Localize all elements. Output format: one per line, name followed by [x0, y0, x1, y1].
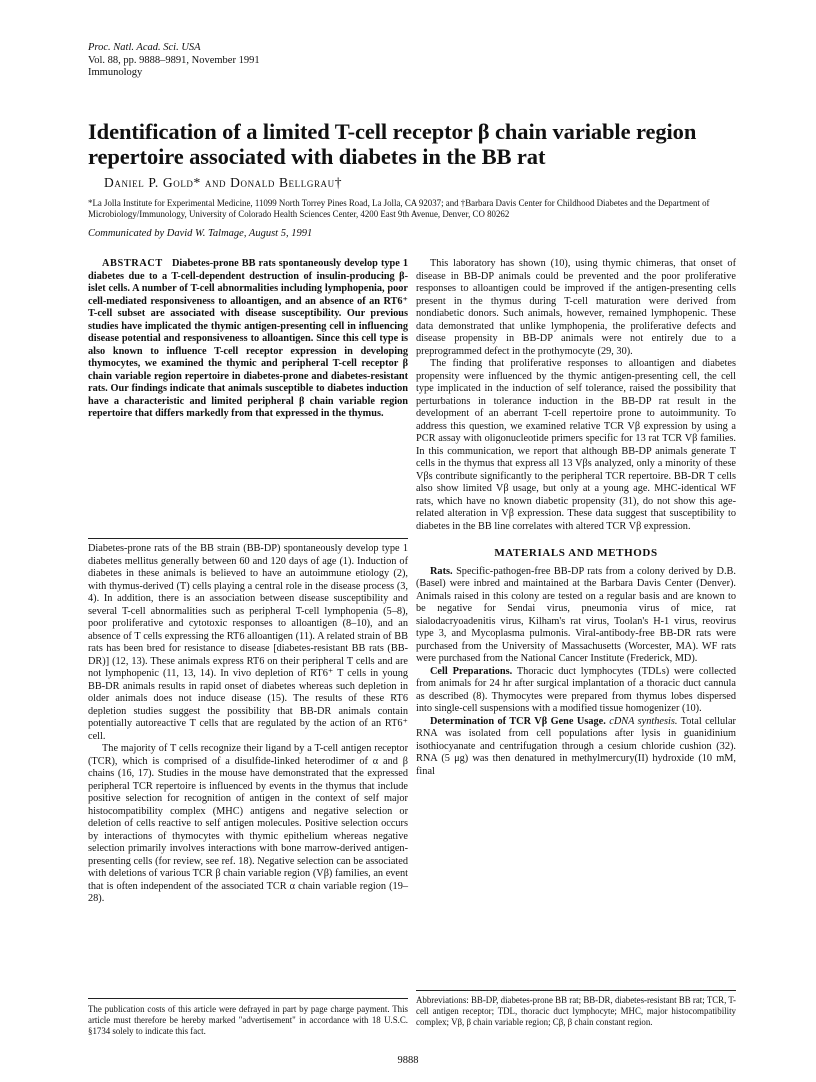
- abstract-block: [88, 258, 408, 421]
- paper-title: Identification of a limited T-cell receptor β chain variable region repertoire associated with diabetes in the BB rat: [88, 119, 697, 169]
- methods-cells: [416, 666, 736, 716]
- abstract-text: Diabetes-prone BB rats spontaneously develop type 1 diabetes due to a T-cell-dependent destruction of insulin-producing β-islet cells. A number of T-cell abnormalities including lymphopenia, poor cell-mediated responsiveness to alloantigen, and an absence of an RT6⁺ T-cell subset are associated with disease susceptibility. Our previous studies have implicated the thymic antigen-presenting cell in influencing disease potential and responsiveness to alloantigen. Since this cell type is also known to influence T-cell receptor expression in developing thymocytes, we examined the thymic and peripheral T-cell receptor β chain variable region repertoire in diabetes-prone and diabetes-resistant rats. Our findings indicate that animals susceptible to diabetes induction have a characteristic and limited peripheral β chain variable region repertoire that differs markedly from that expressed in the thymus.: [88, 258, 408, 419]
- rats-text: Specific-pathogen-free BB-DP rats from a colony derived by D.B. (Basel) were inbred and maintained at the Barbara Davis Center (Denver). Animals raised in this colony are tested on a regular basis and are known to be negative for Sendai virus, pneumonia virus of mice, rat sialodacryoadenitis virus, Kilham's rat virus, Toolan's H-1 virus, reovirus type 3, and Mycoplasma pulmonis. Viral-antibody-free BB-DR rats were purchased from the University of Massachusetts (Worcester, MA). WF rats were purchased from the National Cancer Institute (Frederick, MD).: [416, 565, 736, 664]
- body-paragraph: This laboratory has shown (10), using thymic chimeras, that onset of disease in BB-DP animals could be prevented and the poor proliferative responses to alloantigen could be improved if the antigen-presenting cells present in the thymus during T-cell maturation were derived from nondiabetic donors. Such animals, however, remained lymphopenic. These data demonstrated that unlike lymphopenia, the proliferative defects and disease propensity in BB-DP animals were not entirely due to a preprogrammed defect in the prothymocyte (29, 30).: [416, 258, 736, 357]
- abbreviations-divider: [416, 990, 736, 991]
- journal-header: [88, 42, 260, 80]
- methods-determination: [416, 716, 736, 779]
- left-body: [88, 543, 408, 906]
- footnote-divider: [88, 998, 408, 999]
- abstract-label: ABSTRACT: [102, 258, 163, 269]
- page-number: 9888: [397, 1055, 419, 1066]
- cost-footnote: The publication costs of this article were defrayed in part by page charge payment. This article must therefore be hereby marked "advertisement" in accordance with 18 U.S.C. §1734 solely to indicate this fact.: [88, 1004, 408, 1036]
- cell-label: Cell Preparations.: [430, 665, 513, 677]
- body-paragraph: The finding that proliferative responses to alloantigen and diabetes propensity were influenced by the thymic antigen-presenting cell, the cell type implicated in the induction of self tolerance, raised the possibility that perturbations in tolerance induction in the BB-DP rat result in the development of an aberrant T-cell repertoire prone to autoimmunity. To address this question, we examined relative TCR Vβ expression by using a PCR assay with oligonucleotide primers specific for 13 rat TCR Vβ families. In this communication, we report that although BB-DP animals generate T cells in the thymus that express all 13 Vβs analyzed, only a minority of these Vβs contribute significantly to the peripheral TCR repertoire. BB-DR T cells also show limited Vβ usage, but only at a young age. MHC-identical WF rats, which have no known diabetic propensity (31), do not show this age-related alteration in Vβ expression. These data suggest that susceptibility to diabetes in the BB line correlates with altered TCR Vβ expression.: [416, 358, 736, 532]
- journal-section: Immunology: [88, 67, 143, 78]
- abstract-divider: [88, 538, 408, 539]
- det-label: Determination of TCR Vβ Gene Usage.: [430, 715, 606, 727]
- journal-name: Proc. Natl. Acad. Sci. USA: [88, 42, 201, 53]
- methods-rats: [416, 566, 736, 666]
- body-paragraph: Diabetes-prone rats of the BB strain (BB-DP) spontaneously develop type 1 diabetes mellitus generally between 60 and 120 days of age (1). Induction of diabetes in these animals is believed to have an autoimmune etiology (2), with thymus-derived (T) cells playing a central role in the disease process (3, 4). In addition, there is an association between disease susceptibility and several T-cell abnormalities such as peripheral T-cell lymphopenia (5–8), poor proliferative and cytotoxic responses to alloantigen (8–10), and an absence of T cells expressing the RT6 alloantigen (11). A related strain of BB rats has been bred for resistance to disease [diabetes-resistant BB rats (BB-DR)] (12, 13). These animals express RT6 on their peripheral T cells and are not lymphopenic (11, 13, 14). In vivo depletion of RT6⁺ T cells in young BB-DR animals results in rapid onset of diabetes whereas such depletion in older animals does not induce disease (15). The results of these RT6 depletion studies suggest the possibility that BB-DR animals contain potentially autoreactive T cells that are regulated by the action of an RT6⁺ cell.: [88, 543, 408, 742]
- body-paragraph: The majority of T cells recognize their ligand by a T-cell antigen receptor (TCR), which is comprised of a disulfide-linked heterodimer of α and β chains (16, 17). Studies in the mouse have demonstrated that the expressed peripheral TCR repertoire is influenced by events in the thymus that include positive selection for recognition of antigen in the context of self major histocompatibility complex (MHC) antigens and negative selection or deletion of cells reactive to self antigen molecules. Positive selection occurs by interactions of thymocytes with thymic epithelium whereas negative selection primarily involves interactions with bone marrow-derived antigen-presenting cells (for review, see ref. 18). Negative selection can be associated with deletions of various TCR β chain variable region (Vβ) families, an event that is often independent of the associated TCR α chain variable region (19–28).: [88, 743, 408, 904]
- communicated-by: Communicated by David W. Talmage, August 5, 1991: [88, 228, 313, 239]
- det-text: Total cellular RNA was isolated from cell populations after lysis in guanidinium isothiocyanate and centrifugation through a cesium chloride cushion (32). RNA (5 μg) was then denatured in methylmercury(II) hydroxide (10 mM, final: [416, 715, 736, 777]
- abbreviations: Abbreviations: BB-DP, diabetes-prone BB rat; BB-DR, diabetes-resistant BB rat; TCR, T-cell antigen receptor; TDL, thoracic duct lymphocyte; MHC, major histocompatibility complex; Vβ, β chain variable region; Cβ, β chain constant region.: [416, 995, 736, 1027]
- authors: Daniel P. Gold* and Donald Bellgrau†: [104, 175, 343, 190]
- affiliation: *La Jolla Institute for Experimental Medicine, 11099 North Torrey Pines Road, La Jolla, CA 92037; and †Barbara Davis Center for Childhood Diabetes and the Department of Microbiology/Immunology, University of Colorado Health Sciences Center, 4200 East 9th Avenue, Denver, CO 80262: [88, 198, 710, 219]
- det-sub: cDNA synthesis.: [609, 715, 678, 727]
- section-heading: MATERIALS AND METHODS: [494, 547, 658, 559]
- right-body: [416, 258, 736, 778]
- rats-label: Rats.: [430, 565, 453, 577]
- journal-volume: Vol. 88, pp. 9888–9891, November 1991: [88, 54, 260, 66]
- cell-text: Thoracic duct lymphocytes (TDLs) were collected from animals for 24 hr after surgical implantation of a thoracic duct cannula as described (8). Thymocytes were prepared from thymus lobes dispersed into single-cell suspensions with a modified tissue homogenizer (10).: [416, 665, 736, 714]
- abstract: [88, 258, 408, 421]
